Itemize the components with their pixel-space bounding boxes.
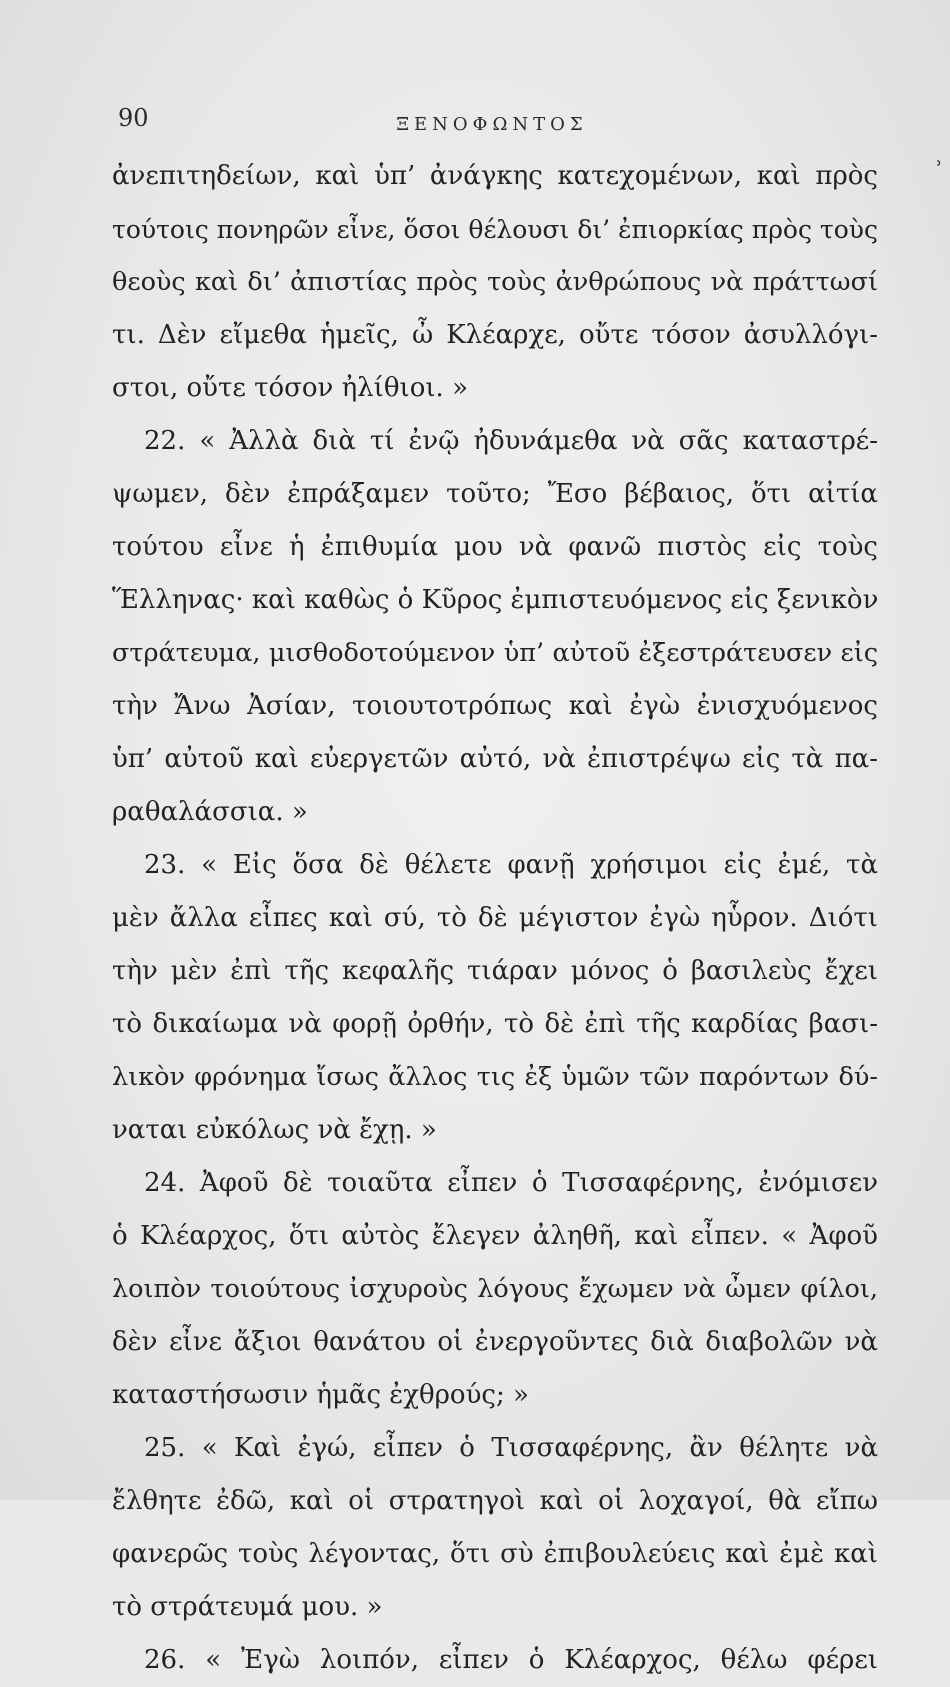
text-line: ὁ Κλέαρχος, ὅτι αὐτὸς ἔλεγεν ἀληθῆ, καὶ εἶπεν. « Ἀφοῦ [112, 1221, 878, 1251]
text-line: τὸ στράτευμά μου. » [112, 1592, 383, 1622]
text-line: τὸ δικαίωμα νὰ φορῇ ὀρθήν, τὸ δὲ ἐπὶ τῆς καρδίας βασι- [112, 1009, 878, 1039]
text-line: δὲν εἶνε ἄξιοι θανάτου οἱ ἐνεργοῦντες διὰ διαβολῶν νὰ [112, 1327, 878, 1357]
text-line: στράτευμα, μισθοδοτούμενον ὑπ’ αὐτοῦ ἐξεστράτευσεν εἰς [112, 638, 878, 668]
text-line: 25. « Καὶ ἐγώ, εἶπεν ὁ Τισσαφέρνης, ἂν θέλητε νὰ [144, 1433, 878, 1463]
text-line: τι. Δὲν εἴμεθα ἡμεῖς, ὦ Κλέαρχε, οὔτε τόσον ἀσυλλόγι- [112, 320, 878, 350]
running-head: ΞΕΝΟΦΩΝΤΟΣ [396, 114, 588, 135]
text-line: 24. Ἀφοῦ δὲ τοιαῦτα εἶπεν ὁ Τισσαφέρνης, ἐνόμισεν [144, 1168, 878, 1198]
margin-mark: ʾ [936, 158, 943, 183]
text-line: μὲν ἄλλα εἶπες καὶ σύ, τὸ δὲ μέγιστον ἐγὼ ηὗρον. Διότι [112, 903, 878, 933]
text-line: 26. « Ἐγὼ λοιπόν, εἶπεν ὁ Κλέαρχος, θέλω φέρει [144, 1645, 878, 1675]
text-line: φανερῶς τοὺς λέγοντας, ὅτι σὺ ἐπιβουλεύεις καὶ ἐμὲ καὶ [112, 1539, 878, 1569]
text-line: τὴν μὲν ἐπὶ τῆς κεφαλῆς τιάραν μόνος ὁ βασιλεὺς ἔχει [112, 956, 878, 986]
text-line: ραθαλάσσια. » [112, 797, 308, 827]
text-line: Ἕλληνας· καὶ καθὼς ὁ Κῦρος ἐμπιστευόμενος εἰς ξενικὸν [112, 585, 879, 615]
text-line: τούτοις πονηρῶν εἶνε, ὅσοι θέλουσι δι’ ἐπιορκίας πρὸς τοὺς [112, 215, 878, 244]
text-line: ναται εὐκόλως νὰ ἔχῃ. » [112, 1115, 437, 1145]
body-text [112, 150, 878, 1687]
text-line: 22. « Ἀλλὰ διὰ τί ἐνῷ ἠδυνάμεθα νὰ σᾶς καταστρέ- [144, 426, 878, 456]
text-line: ψωμεν, δὲν ἐπράξαμεν τοῦτο; Ἔσο βέβαιος, ὅτι αἰτία [112, 479, 878, 509]
text-line: τούτου εἶνε ἡ ἐπιθυμία μου νὰ φανῶ πιστὸς εἰς τοὺς [112, 532, 878, 562]
text-line: 23. « Εἰς ὅσα δὲ θέλετε φανῇ χρήσιμοι εἰς ἐμέ, τὰ [144, 850, 878, 880]
text-line: ἀνεπιτηδείων, καὶ ὑπ’ ἀνάγκης κατεχομένων, καὶ πρὸς [112, 161, 878, 191]
text-line: ὑπ’ αὐτοῦ καὶ εὐεργετῶν αὐτό, νὰ ἐπιστρέψω εἰς τὰ πα- [112, 744, 878, 774]
text-line: τὴν Ἄνω Ἀσίαν, τοιουτοτρόπως καὶ ἐγὼ ἐνισχυόμενος [112, 691, 878, 721]
text-line: στοι, οὔτε τόσον ἠλίθιοι. » [112, 373, 468, 403]
text-line: θεοὺς καὶ δι’ ἀπιστίας πρὸς τοὺς ἀνθρώπους νὰ πράττωσί [112, 267, 878, 297]
text-line: λοιπὸν τοιούτους ἰσχυροὺς λόγους ἔχωμεν νὰ ὦμεν φίλοι, [112, 1274, 878, 1304]
text-line: ἔλθητε ἐδῶ, καὶ οἱ στρατηγοὶ καὶ οἱ λοχαγοί, θὰ εἴπω [112, 1486, 878, 1516]
text-line: λικὸν φρόνημα ἴσως ἄλλος τις ἐξ ὑμῶν τῶν παρόντων δύ- [112, 1062, 878, 1092]
page-number: 90 [118, 104, 149, 132]
page-header [112, 100, 872, 144]
text-line: καταστήσωσιν ἡμᾶς ἐχθρούς; » [112, 1380, 529, 1410]
